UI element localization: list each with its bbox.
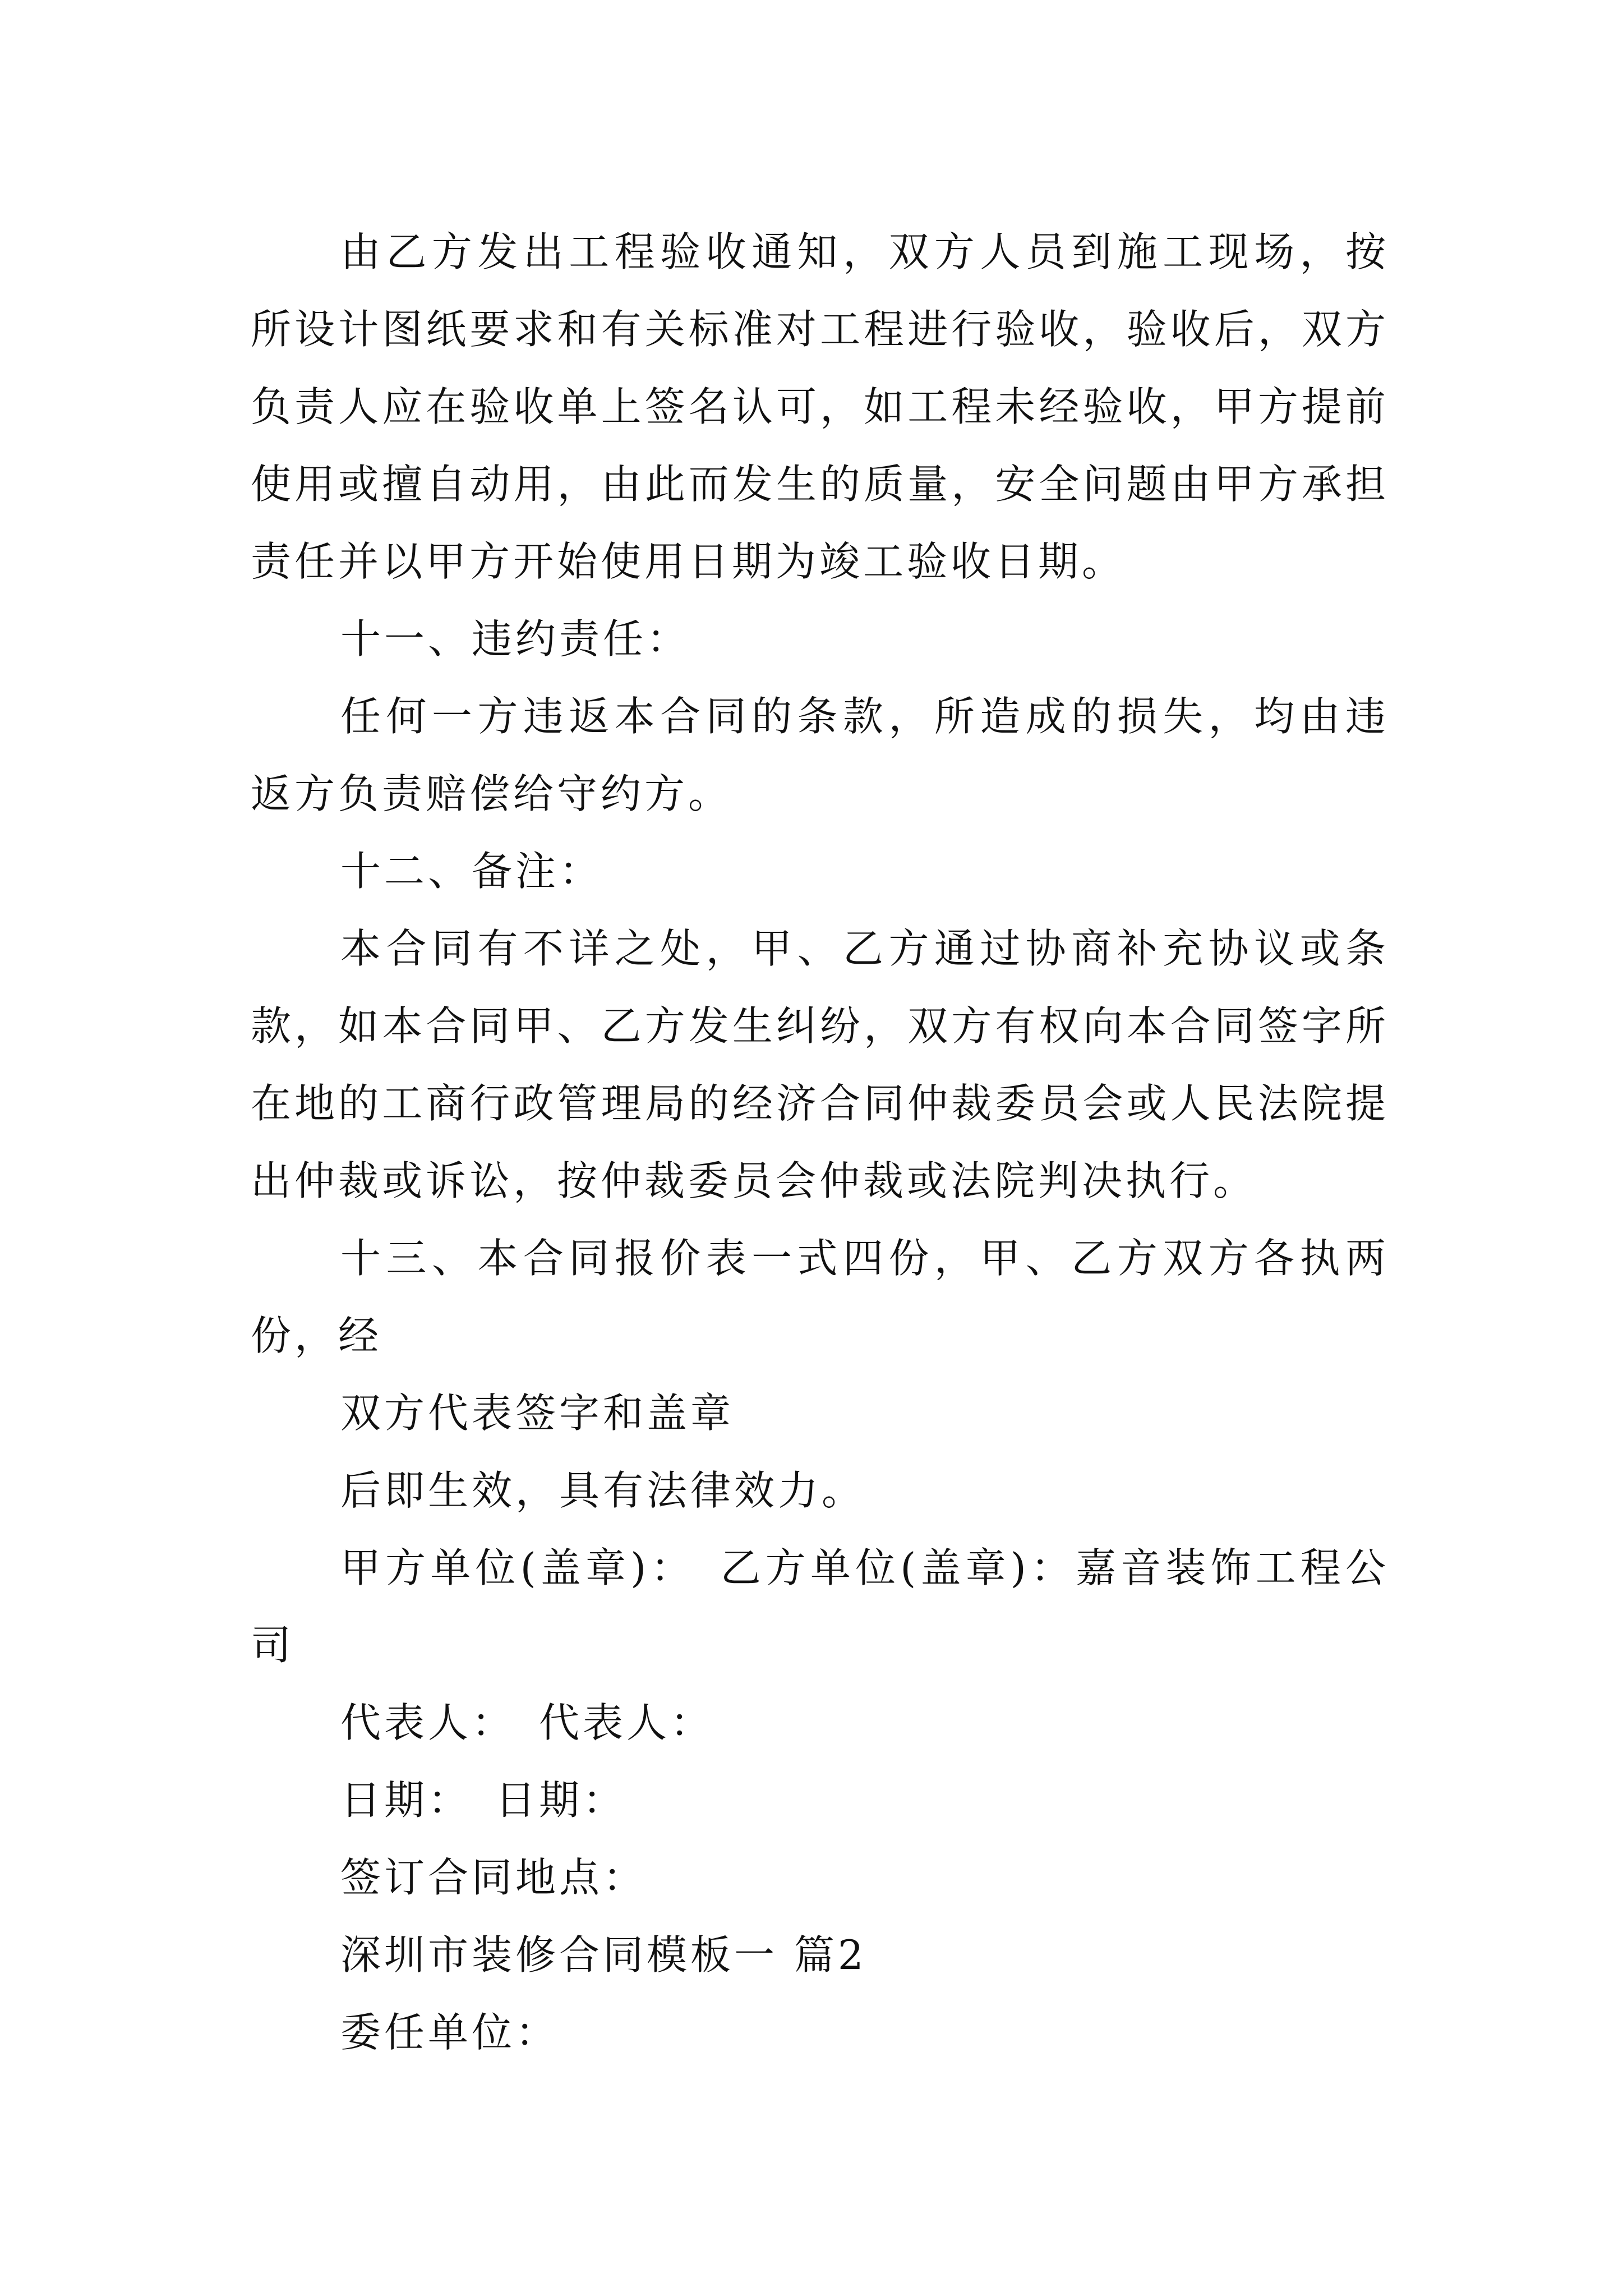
signing-place-line: 签订合同地点：	[340, 1854, 647, 1901]
paragraph-breach-liability: 任何一方违返本合同的条款，所造成的损失，均由违返方负责赔偿给守约方。	[251, 693, 1389, 817]
commissioning-unit-line: 委任单位：	[340, 2009, 560, 2056]
representatives-line: 代表人： 代表人：	[340, 1699, 714, 1746]
paragraph-signature-seal: 双方代表签字和盖章	[340, 1389, 735, 1437]
section-title: 深圳市装修合同模板一 篇2	[340, 1931, 867, 1978]
party-units-line: 甲方单位(盖章)： 乙方单位(盖章)：嘉音装饰工程公司	[251, 1544, 1389, 1669]
document-body	[251, 213, 1389, 2071]
paragraph-acceptance: 由乙方发出工程验收通知，双方人员到施工现场，按所设计图纸要求和有关标准对工程进行验收，验收后，双方负责人应在验收单上签名认可，如工程未经验收，甲方提前使用或擅自动用，由此而发生的质量，安全问题由甲方承担责任并以甲方开始使用日期为竣工验收日期。	[251, 228, 1389, 585]
paragraph-remarks: 本合同有不详之处，甲、乙方通过协商补充协议或条款，如本合同甲、乙方发生纠纷，双方有权向本合同签字所在地的工商行政管理局的经济合同仲裁委员会或人民法院提出仲裁或诉讼，按仲裁委员会仲裁或法院判决执行。	[251, 925, 1389, 1204]
dates-line: 日期： 日期：	[340, 1777, 627, 1824]
heading-breach-liability: 十一、违约责任：	[340, 615, 691, 662]
heading-remarks: 十二、备注：	[340, 848, 603, 895]
paragraph-copies: 十三、本合同报价表一式四份，甲、乙方双方各执两份，经	[251, 1235, 1389, 1359]
paragraph-effective: 后即生效，具有法律效力。	[340, 1467, 866, 1514]
